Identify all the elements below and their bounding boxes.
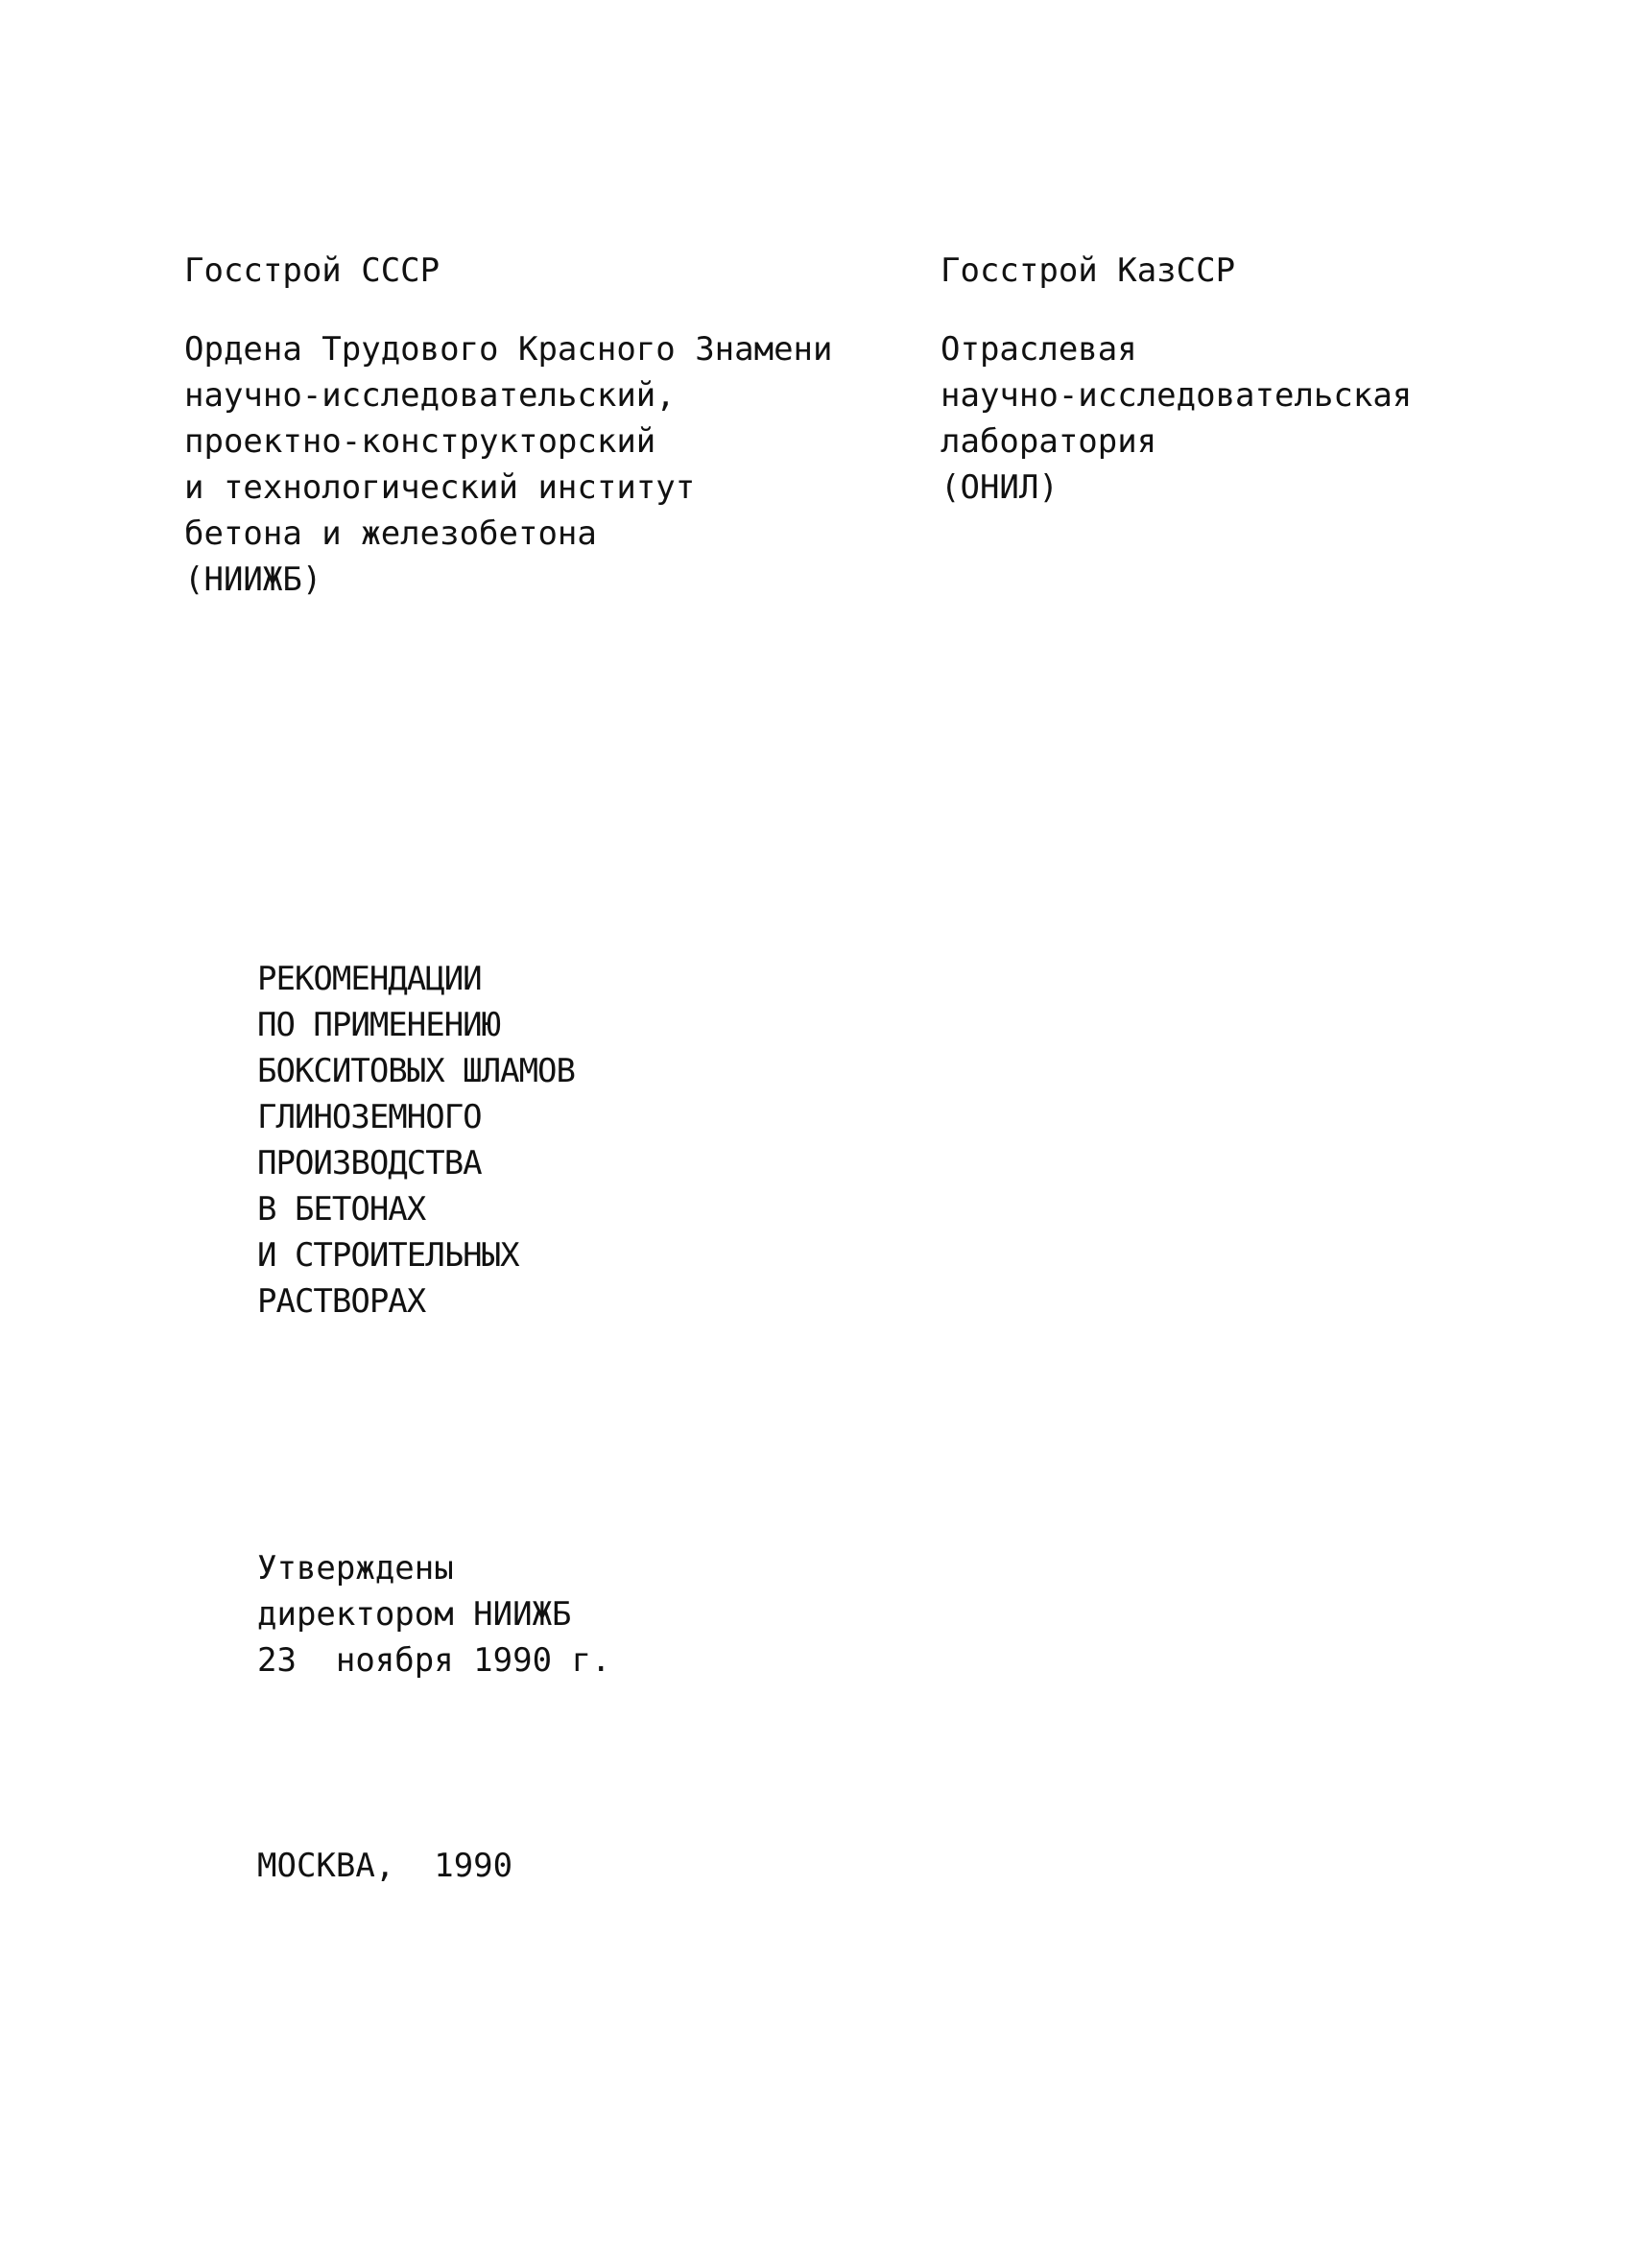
title-line: В БЕТОНАХ [257,1190,426,1229]
title-line: РЕКОМЕНДАЦИИ [257,960,482,998]
left-ministry-text: Госстрой СССР [184,251,441,290]
left-ministry-heading [184,248,440,294]
place-year-text: МОСКВА, 1990 [257,1847,513,1885]
title-line: И СТРОИТЕЛЬНЫХ [257,1236,519,1275]
institute-line: проектно-конструкторский [184,422,656,461]
institute-line: и технологический институт [184,468,696,507]
title-line: РАСТВОРАХ [257,1282,426,1321]
right-ministry-heading [941,248,1235,294]
lab-line: лаборатория [941,422,1157,461]
approval-date: 23 ноября 1990 г. [257,1641,611,1680]
institute-line: бетона и железобетона [184,514,597,553]
lab-line: (ОНИЛ) [941,468,1059,507]
place-year [257,1843,512,1889]
title-line: БОКСИТОВЫХ ШЛАМОВ [257,1052,575,1090]
title-line: ПО ПРИМЕНЕНИЮ [257,1006,501,1044]
approval-block [257,1545,610,1683]
lab-line: Отраслевая [941,330,1137,369]
left-institute-block [184,326,833,603]
title-line: ГЛИНОЗЕМНОГО [257,1098,482,1136]
right-lab-block [941,326,1412,511]
right-ministry-text: Госстрой КазССР [941,251,1236,290]
document-title [257,956,575,1325]
institute-line: Ордена Трудового Красного Знамени [184,330,833,369]
lab-line: научно-исследовательская [941,376,1413,415]
approval-line: Утверждены [257,1549,454,1588]
approval-line: директором НИИЖБ [257,1595,572,1634]
institute-line: (НИИЖБ) [184,561,322,599]
institute-line: научно-исследовательский, [184,376,676,415]
title-line: ПРОИЗВОДСТВА [257,1144,482,1182]
